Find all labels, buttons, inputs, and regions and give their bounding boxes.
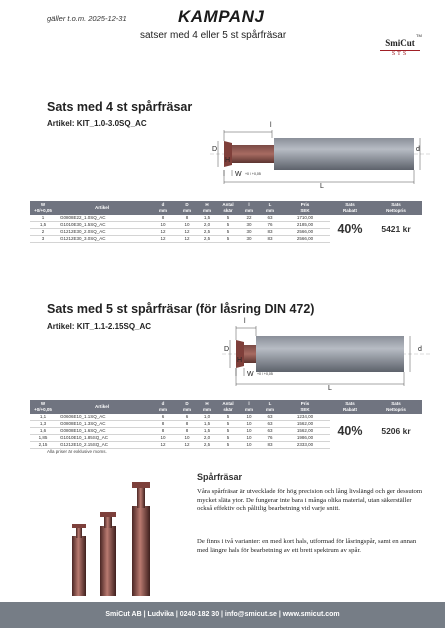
table-header-cell: Pris SEK [280,201,330,215]
table-cell: 10 [148,435,178,442]
table-cell: 5 [218,215,238,222]
table-cell: G0606E10_1.1SQ_AC [56,414,148,421]
dim-l: l [270,122,272,129]
table-cell: 63 [260,414,280,421]
set-net-price: 5421 kr [381,223,411,234]
campaign-title: KAMPANJ [178,7,265,26]
table-header-cell: H mm [196,201,218,215]
table-cell: 5 [218,442,238,449]
table-row [30,414,422,421]
table-cell: 22 [238,215,260,222]
table-cell: 1,5 [196,428,218,435]
table-cell: G0808E10_1.3SQ_AC [56,421,148,428]
table-cell: 1234,00 [280,414,330,421]
table-header-cell: Sats Rabatt [330,400,370,414]
table-cell: 2,5 [196,442,218,449]
table-header-cell: Pris SEK [280,400,330,414]
campaign-subtitle: satser med 4 eller 5 st spårfräsar [140,30,287,41]
table-cell: 8 [178,428,196,435]
table-cell: 1,0 [196,414,218,421]
table-cell: 2,5 [196,236,218,243]
table-cell: 6 [148,414,178,421]
table-cell: 83 [260,236,280,243]
table-cell: 5 [218,421,238,428]
table-header-cell: D mm [178,201,196,215]
info-paragraph-2: De finns i två varianter: en med kort hals, utformad för låsringspår, samt en annan med längre hals för bearbetning av ett brett spektrum av spår. [197,538,417,554]
table-cell: 2,0 [196,435,218,442]
table-cell: G1212E10_2.15SQ_AC [56,442,148,449]
dim-H: H [237,357,243,364]
set4-price-table [30,201,422,243]
table-cell: G0808E22_1.0SQ_AC [56,215,148,222]
set5-article: Artikel: KIT_1.1-2.15SQ_AC [47,322,152,331]
table-cell: 8 [148,428,178,435]
product-photo [60,476,160,596]
table-cell: 1710,00 [280,215,330,222]
table-cell: 10 [238,442,260,449]
set5-tool-drawing [222,320,430,395]
table-cell: G1212E30_2.0SQ_AC [56,229,148,236]
set4-tool-diagram [210,124,430,199]
table-cell: 5 [218,428,238,435]
table-header-cell: d mm [148,400,178,414]
table-header-cell: Artikel [56,201,148,215]
set4-article: Artikel: KIT_1.0-3.0SQ_AC [47,119,147,128]
table-cell: 3 [30,236,56,243]
table-cell: 2,15 [30,442,56,449]
table-cell: G1212E30_3.0SQ_AC [56,236,148,243]
table-header-cell: l mm [238,201,260,215]
logo-tm: TM [416,33,422,38]
set-net-price: 5206 kr [381,426,411,437]
dim-l: l [244,318,246,325]
table-cell: 2,5 [196,229,218,236]
table-header-cell: Sats Rabatt [330,201,370,215]
table-cell: 5 [218,236,238,243]
logo-name: SmiCut [385,38,415,48]
info-title: Spårfräsar [197,472,243,482]
table-header-cell: L mm [260,400,280,414]
table-cell: 8 [178,215,196,222]
table-cell: 2,0 [196,222,218,229]
table-cell: 30 [238,236,260,243]
dim-L: L [328,385,332,392]
set5-title: Sats med 5 st spårfräsar (för låsring DIN 472) [47,302,315,316]
dim-D: D [224,346,230,353]
table-header-cell: Sats Nettopris [370,201,422,215]
table-cell: 10 [178,435,196,442]
set4-title: Sats med 4 st spårfräsar [47,100,193,114]
table-cell: 8 [178,421,196,428]
set5-price-table [30,400,422,449]
dim-H: H [225,157,231,164]
table-cell: 5 [218,435,238,442]
table-cell: 10 [178,222,196,229]
dim-D: D [212,146,218,153]
table-cell: 2566,00 [280,229,330,236]
dim-W: W [235,171,242,178]
table-cell: 5 [218,222,238,229]
dim-d: d [416,146,420,153]
table-cell: 1,5 [30,222,56,229]
table-cell: 10 [238,435,260,442]
dim-W-tolerance: +0 / +0,05 [257,372,273,376]
table-header-cell: W +0/+0,05 [30,201,56,215]
set-discount: 40% [337,221,363,236]
table-cell: G0808E10_1.6SQ_AC [56,428,148,435]
table-cell: 2333,00 [280,442,330,449]
table-cell: 1 [30,215,56,222]
table-header-cell: d mm [148,201,178,215]
table-cell: 1,6 [30,428,56,435]
table-header-cell: D mm [178,400,196,414]
table-header-cell: Antal skär [218,201,238,215]
table-cell: 12 [178,229,196,236]
dim-d: d [418,346,422,353]
logo-sub: STS [391,51,409,57]
table-cell: 12 [178,236,196,243]
table-cell: 1,5 [196,421,218,428]
table-cell: 1986,00 [280,435,330,442]
table-cell: 63 [260,215,280,222]
table-cell: 8 [148,421,178,428]
smicut-logo [380,31,420,61]
dim-W: W [247,371,254,378]
cutters-image [60,476,160,596]
table-cell: 1,3 [30,421,56,428]
table-header-row [30,400,422,414]
table-cell: 12 [178,442,196,449]
vat-note: Alla priser är exklusive moms. [47,449,107,454]
dim-W-tolerance: +0 / +0,05 [245,172,261,176]
table-cell: 63 [260,428,280,435]
table-cell: 12 [148,442,178,449]
table-cell: 1562,00 [280,428,330,435]
validity-date: gäller t.o.m. 2025-12-31 [47,14,127,23]
table-cell: 12 [148,229,178,236]
table-row [30,215,422,222]
table-header-cell: W +0/+0,05 [30,400,56,414]
table-cell: 76 [260,222,280,229]
info-paragraph-1: Våra spårfräsar är utvecklade för hög precision och lång livslängd och ger dessutom mycket släta ytor. De fungerar inte bara i många olika material, utan säkerställer också effektiv och pålitlig bearbetning vid varje snitt. [197,488,423,512]
set-discount: 40% [337,424,363,439]
table-cell: 6 [178,414,196,421]
table-cell: 1,85 [30,435,56,442]
table-cell: 30 [238,222,260,229]
table-header-cell: l mm [238,400,260,414]
table-cell: 12 [148,236,178,243]
table-cell: G1010E30_1.5SQ_AC [56,222,148,229]
table-cell: 2 [30,229,56,236]
table-cell: 10 [148,222,178,229]
table-cell: 5 [218,414,238,421]
table-cell: 1562,00 [280,421,330,428]
table-cell: 2185,00 [280,222,330,229]
table-cell: 2566,00 [280,236,330,243]
table-cell: 10 [238,428,260,435]
table-header-row [30,201,422,215]
table-cell: 10 [238,421,260,428]
table-cell: G1010E10_1.85SQ_AC [56,435,148,442]
table-header-cell: L mm [260,201,280,215]
table-cell: 10 [238,414,260,421]
set5-tool-diagram [222,320,430,395]
table-header-cell: Sats Nettopris [370,400,422,414]
table-cell: 1,1 [30,414,56,421]
table-cell: 30 [238,229,260,236]
table-header-cell: Artikel [56,400,148,414]
table-cell: 8 [148,215,178,222]
footer-contact: SmiCut AB | Ludvika | 0240-182 30 | info@smicut.se | www.smicut.com [0,602,445,628]
table-header-cell: Antal skär [218,400,238,414]
table-cell: 5 [218,229,238,236]
table-header-cell: H mm [196,400,218,414]
table-cell: 1,5 [196,215,218,222]
table-cell: 63 [260,421,280,428]
dim-L: L [320,183,324,190]
table-cell: 76 [260,435,280,442]
table-cell: 83 [260,229,280,236]
table-cell: 83 [260,442,280,449]
